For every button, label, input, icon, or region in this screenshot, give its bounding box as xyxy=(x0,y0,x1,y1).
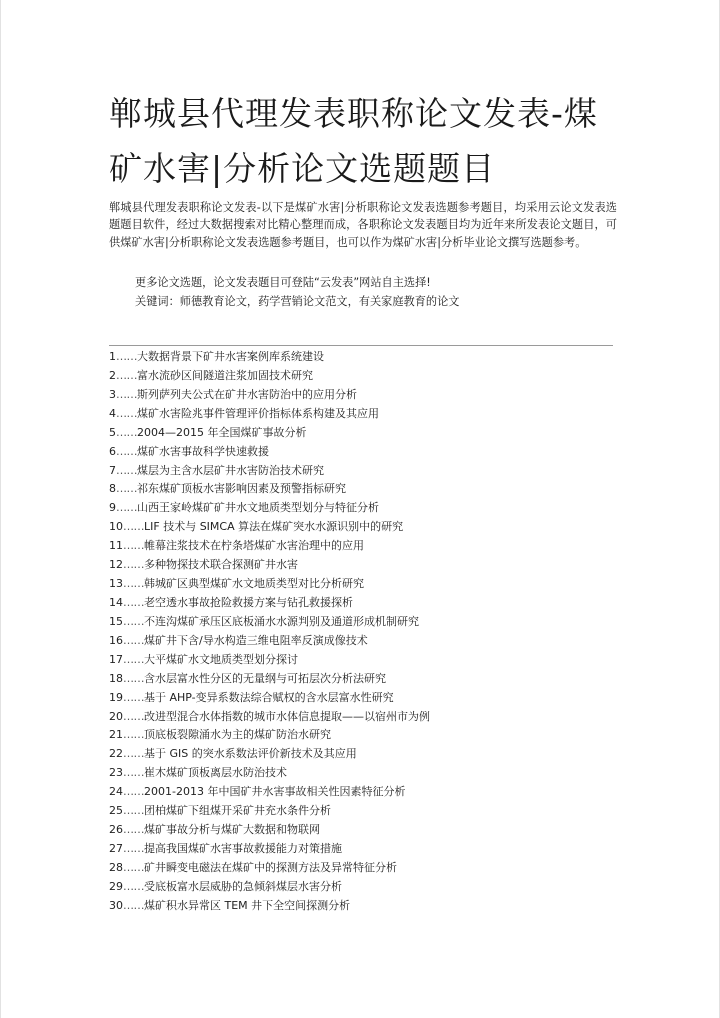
topic-item xyxy=(109,859,619,878)
topic-leader-dots: …… xyxy=(123,671,144,685)
topic-number: 7 xyxy=(109,463,116,477)
topic-item xyxy=(109,594,619,613)
topic-number: 6 xyxy=(109,444,116,458)
topic-number: 10 xyxy=(109,520,123,534)
topic-number: 28 xyxy=(109,860,123,874)
topic-leader-dots: …… xyxy=(123,539,144,553)
topic-leader-dots: …… xyxy=(123,520,144,534)
topic-item xyxy=(109,897,619,916)
topic-number: 2 xyxy=(109,368,116,382)
topic-item xyxy=(109,632,619,651)
topic-number: 24 xyxy=(109,785,123,799)
topic-text: 受底板富水层威胁的急倾斜煤层水害分析 xyxy=(144,879,342,893)
topic-leader-dots: …… xyxy=(123,860,144,874)
topic-text: 煤层为主含水层矿井水害防治技术研究 xyxy=(137,463,324,477)
topic-number: 19 xyxy=(109,690,123,704)
topic-number: 13 xyxy=(109,577,123,591)
topic-leader-dots: …… xyxy=(123,690,144,704)
topic-leader-dots: …… xyxy=(123,577,144,591)
topic-text: 山西王家岭煤矿矿井水文地质类型划分与特征分析 xyxy=(137,501,379,515)
topic-number: 27 xyxy=(109,841,123,855)
topic-text: 改进型混合水体指数的城市水体信息提取——以宿州市为例 xyxy=(144,709,430,723)
topic-item xyxy=(109,462,619,481)
topic-leader-dots: …… xyxy=(116,425,137,439)
topic-text: 老空透水事故抢险救援方案与钻孔救援探析 xyxy=(144,595,353,609)
topic-item xyxy=(109,386,619,405)
topic-number: 22 xyxy=(109,747,123,761)
topic-number: 30 xyxy=(109,898,123,912)
topic-item xyxy=(109,821,619,840)
topic-item xyxy=(109,518,619,537)
topic-leader-dots: …… xyxy=(123,709,144,723)
section-divider xyxy=(109,345,613,346)
topic-leader-dots: …… xyxy=(123,614,144,628)
topic-leader-dots: …… xyxy=(123,747,144,761)
topic-leader-dots: …… xyxy=(116,444,137,458)
topic-item xyxy=(109,840,619,859)
topic-text: 2001-2013 年中国矿井水害事故相关性因素特征分析 xyxy=(144,785,406,799)
topic-leader-dots: …… xyxy=(123,841,144,855)
topic-item xyxy=(109,480,619,499)
topic-text: 崔木煤矿顶板离层水防治技术 xyxy=(144,766,287,780)
topic-text: 大平煤矿水文地质类型划分探讨 xyxy=(144,652,298,666)
topic-item xyxy=(109,575,619,594)
topic-leader-dots: …… xyxy=(123,804,144,818)
topic-item xyxy=(109,764,619,783)
topic-leader-dots: …… xyxy=(116,482,137,496)
topic-leader-dots: …… xyxy=(123,728,144,742)
topic-text: 富水流砂区间隧道注浆加固技术研究 xyxy=(137,368,313,382)
topic-number: 29 xyxy=(109,879,123,893)
topic-number: 12 xyxy=(109,558,123,572)
topic-leader-dots: …… xyxy=(116,350,137,363)
topic-leader-dots: …… xyxy=(116,501,137,515)
topic-item xyxy=(109,783,619,802)
topic-text: 提高我国煤矿水害事故救援能力对策措施 xyxy=(144,841,342,855)
topic-leader-dots: …… xyxy=(123,558,144,572)
topic-number: 26 xyxy=(109,823,123,837)
topic-list xyxy=(109,348,619,916)
topic-number: 11 xyxy=(109,539,123,553)
topic-item xyxy=(109,745,619,764)
topic-item xyxy=(109,802,619,821)
topic-item xyxy=(109,689,619,708)
topic-leader-dots: …… xyxy=(116,463,137,477)
topic-item xyxy=(109,726,619,745)
topic-text: 斯列萨列夫公式在矿井水害防治中的应用分析 xyxy=(137,387,357,401)
topic-number: 4 xyxy=(109,406,116,420)
topic-text: 韩城矿区典型煤矿水文地质类型对比分析研究 xyxy=(144,577,364,591)
topic-text: 矿井瞬变电磁法在煤矿中的探测方法及异常特征分析 xyxy=(144,860,397,874)
topic-item xyxy=(109,708,619,727)
topic-text: LIF 技术与 SIMCA 算法在煤矿突水水源识别中的研究 xyxy=(144,520,404,534)
topic-number: 16 xyxy=(109,633,123,647)
topic-number: 17 xyxy=(109,652,123,666)
topic-leader-dots: …… xyxy=(123,879,144,893)
topic-number: 9 xyxy=(109,501,116,515)
topic-item xyxy=(109,443,619,462)
page-title: 郸城县代理发表职称论文发表-煤矿水害|分析论文选题题目 xyxy=(109,94,598,188)
topic-text: 煤矿井下含/导水构造三维电阻率反演成像技术 xyxy=(144,633,368,647)
topic-leader-dots: …… xyxy=(116,368,137,382)
topic-number: 18 xyxy=(109,671,123,685)
topic-item xyxy=(109,367,619,386)
topic-number: 3 xyxy=(109,387,116,401)
topic-number: 5 xyxy=(109,425,116,439)
topic-item xyxy=(109,424,619,443)
topic-leader-dots: …… xyxy=(123,766,144,780)
topic-leader-dots: …… xyxy=(123,823,144,837)
topic-text: 基于 GIS 的突水系数法评价新技术及其应用 xyxy=(144,747,357,761)
topic-number: 25 xyxy=(109,804,123,818)
topic-number: 21 xyxy=(109,728,123,742)
topic-text: 帷幕注浆技术在柠条塔煤矿水害治理中的应用 xyxy=(144,539,364,553)
topic-leader-dots: …… xyxy=(123,898,144,912)
topic-text: 大数据背景下矿井水害案例库系统建设 xyxy=(137,350,324,363)
topic-text: 煤矿水害险兆事件管理评价指标体系构建及其应用 xyxy=(137,406,379,420)
topic-text: 基于 AHP-变异系数法综合赋权的含水层富水性研究 xyxy=(144,690,394,704)
topic-text: 多种物探技术联合探测矿井水害 xyxy=(144,558,298,572)
topic-text: 祁东煤矿顶板水害影响因素及预警指标研究 xyxy=(137,482,346,496)
more-topics-note: 更多论文选题，论文发表题目可登陆“云发表”网站自主选择! xyxy=(135,276,431,289)
topic-item xyxy=(109,405,619,424)
topic-item xyxy=(109,537,619,556)
topic-number: 1 xyxy=(109,350,116,363)
topic-leader-dots: …… xyxy=(123,595,144,609)
topic-item xyxy=(109,670,619,689)
topic-item xyxy=(109,651,619,670)
topic-text: 2004—2015 年全国煤矿事故分析 xyxy=(137,425,307,439)
topic-leader-dots: …… xyxy=(116,387,137,401)
topic-item xyxy=(109,556,619,575)
topic-leader-dots: …… xyxy=(123,785,144,799)
topic-text: 团柏煤矿下组煤开采矿井充水条件分析 xyxy=(144,804,331,818)
keywords-line: 关键词：师德教育论文，药学营销论文范文，有关家庭教育的论文 xyxy=(135,295,460,308)
topic-number: 20 xyxy=(109,709,123,723)
topic-number: 23 xyxy=(109,766,123,780)
topic-leader-dots: …… xyxy=(123,633,144,647)
topic-text: 煤矿水害事故科学快速救援 xyxy=(137,444,269,458)
topic-text: 不连沟煤矿承压区底板涌水水源判别及通道形成机制研究 xyxy=(144,614,419,628)
topic-item xyxy=(109,613,619,632)
topic-text: 顶底板裂隙涌水为主的煤矿防治水研究 xyxy=(144,728,331,742)
topic-number: 15 xyxy=(109,614,123,628)
topic-leader-dots: …… xyxy=(123,652,144,666)
intro-paragraph: 郸城县代理发表职称论文发表-以下是煤矿水害|分析职称论文发表选题参考题目，均采用云论文发表选题题目软件，经过大数据搜索对比精心整理而成，各职称论文发表题目均为近年来所发表论文题目，可供煤矿水害|分析职称论文发表选题参考题目，也可以作为煤矿水害|分析毕业论文撰写选题参考。 xyxy=(109,201,617,249)
topic-text: 含水层富水性分区的无量纲与可拓层次分析法研究 xyxy=(144,671,386,685)
topic-item xyxy=(109,878,619,897)
topic-number: 14 xyxy=(109,595,123,609)
topic-text: 煤矿积水异常区 TEM 井下全空间探测分析 xyxy=(144,898,351,912)
topic-item xyxy=(109,499,619,518)
topic-leader-dots: …… xyxy=(116,406,137,420)
topic-text: 煤矿事故分析与煤矿大数据和物联网 xyxy=(144,823,320,837)
topic-item xyxy=(109,348,619,367)
topic-number: 8 xyxy=(109,482,116,496)
